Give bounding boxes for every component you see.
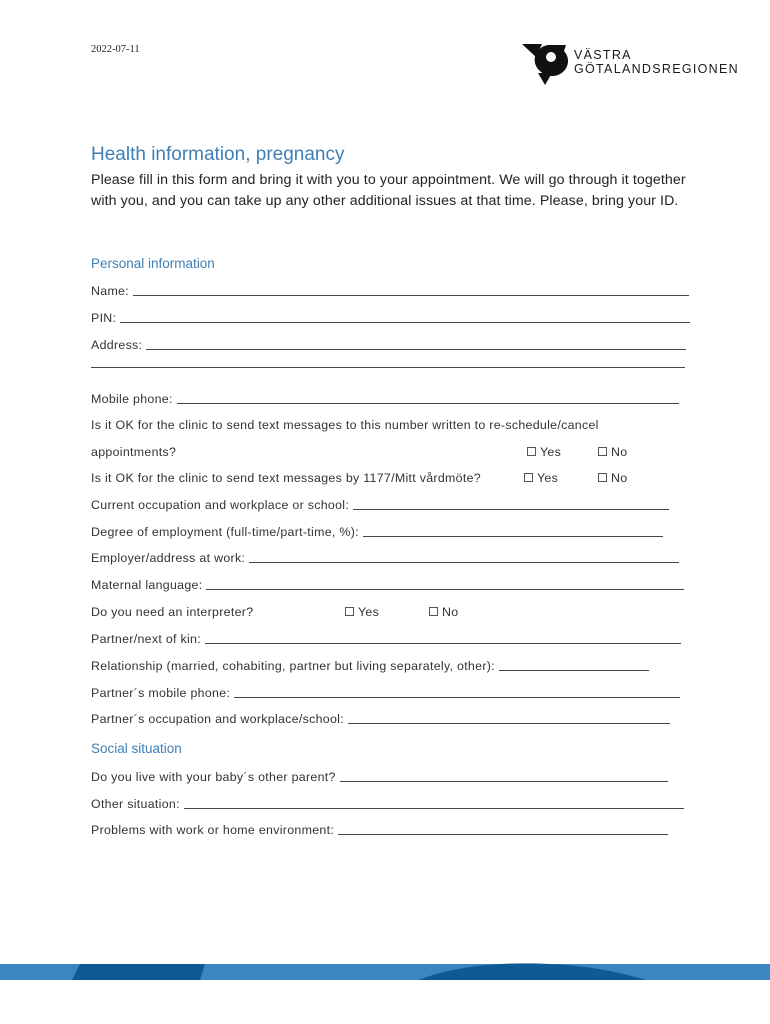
partner-phone-field[interactable] [234,696,680,698]
pin-row [91,311,690,325]
name-row [91,284,689,298]
sms-yes-checkbox[interactable] [527,447,536,456]
address-field-line-2[interactable] [91,366,685,368]
partner-phone-label: Partner´s mobile phone: [91,686,231,700]
partner-occupation-label: Partner´s occupation and workplace/school: [91,712,344,726]
intro-text: Please fill in this form and bring it with you to your appointment. We will go through it together with you, and you can take up any other additional issues at that time. Please, bring your ID. [91,172,686,209]
partner-occupation-field[interactable] [348,722,670,724]
employer-label: Employer/address at work: [91,551,246,565]
problems-label: Problems with work or home environment: [91,823,335,837]
vgr-logo [522,41,742,87]
pin-field[interactable] [120,321,690,323]
employment-field[interactable] [363,535,663,537]
employment-label: Degree of employment (full-time/part-time, %): [91,525,359,539]
language-field[interactable] [206,588,684,590]
vgr-logo-icon [522,41,570,87]
sms-no-option[interactable] [598,445,627,459]
section-personal-information: Personal information [91,256,215,271]
occupation-label: Current occupation and workplace or school: [91,498,350,512]
interpreter-yes-label: Yes [358,605,380,619]
pin-label: PIN: [91,311,117,325]
partner-row [91,632,681,646]
relationship-row [91,659,649,673]
section-social-situation: Social situation [91,741,182,756]
relationship-field[interactable] [499,669,649,671]
interpreter-no-label: No [442,605,459,619]
sms-1177-no-label: No [611,471,628,485]
sms-1177-no-option[interactable] [598,471,627,485]
sms-question-label-1: Is it OK for the clinic to send text messages to this number written to re-schedule/cancel [91,418,599,432]
footer-band [0,960,770,984]
relationship-label: Relationship (married, cohabiting, partner but living separately, other): [91,659,495,673]
partner-occupation-row [91,712,670,726]
interpreter-yes-checkbox[interactable] [345,607,354,616]
address-field[interactable] [146,348,686,350]
employment-row [91,525,663,539]
live-with-row [91,770,668,784]
logo-line-2: GÖTALANDSREGIONEN [574,62,739,76]
language-label: Maternal language: [91,578,203,592]
live-with-field[interactable] [340,780,668,782]
address-row [91,338,686,352]
sms-no-label: No [611,445,628,459]
live-with-label: Do you live with your baby´s other parent? [91,770,336,784]
sms-1177-yes-label: Yes [537,471,559,485]
name-label: Name: [91,284,129,298]
name-field[interactable] [133,294,689,296]
address-label: Address: [91,338,143,352]
interpreter-no-option[interactable] [429,605,458,619]
problems-field[interactable] [338,833,668,835]
sms-yes-option[interactable] [527,445,561,459]
sms-1177-label: Is it OK for the clinic to send text messages by 1177/Mitt vårdmöte? [91,471,481,485]
sms-1177-row [91,471,481,485]
sms-question-label-2: appointments? [91,445,177,459]
sms-question-line-1 [91,418,599,432]
interpreter-label: Do you need an interpreter? [91,605,254,619]
problems-row [91,823,668,837]
employer-row [91,551,679,565]
interpreter-row [91,605,253,619]
sms-1177-no-checkbox[interactable] [598,473,607,482]
sms-1177-yes-option[interactable] [524,471,558,485]
document-date: 2022-07-11 [91,44,140,55]
mobile-phone-label: Mobile phone: [91,392,173,406]
mobile-phone-row [91,392,679,406]
partner-label: Partner/next of kin: [91,632,201,646]
partner-phone-row [91,686,680,700]
occupation-row [91,498,669,512]
other-situation-field[interactable] [184,807,684,809]
sms-1177-yes-checkbox[interactable] [524,473,533,482]
other-situation-row [91,797,684,811]
occupation-field[interactable] [353,508,669,510]
employer-field[interactable] [249,561,679,563]
address-row-2 [91,366,685,370]
logo-line-1: VÄSTRA [574,48,632,62]
other-situation-label: Other situation: [91,797,180,811]
sms-question-line-2 [91,445,176,459]
language-row [91,578,684,592]
interpreter-no-checkbox[interactable] [429,607,438,616]
mobile-phone-field[interactable] [177,402,679,404]
sms-yes-label: Yes [540,445,562,459]
page-title: Health information, pregnancy [91,144,345,165]
sms-no-checkbox[interactable] [598,447,607,456]
interpreter-yes-option[interactable] [345,605,379,619]
partner-field[interactable] [205,642,681,644]
